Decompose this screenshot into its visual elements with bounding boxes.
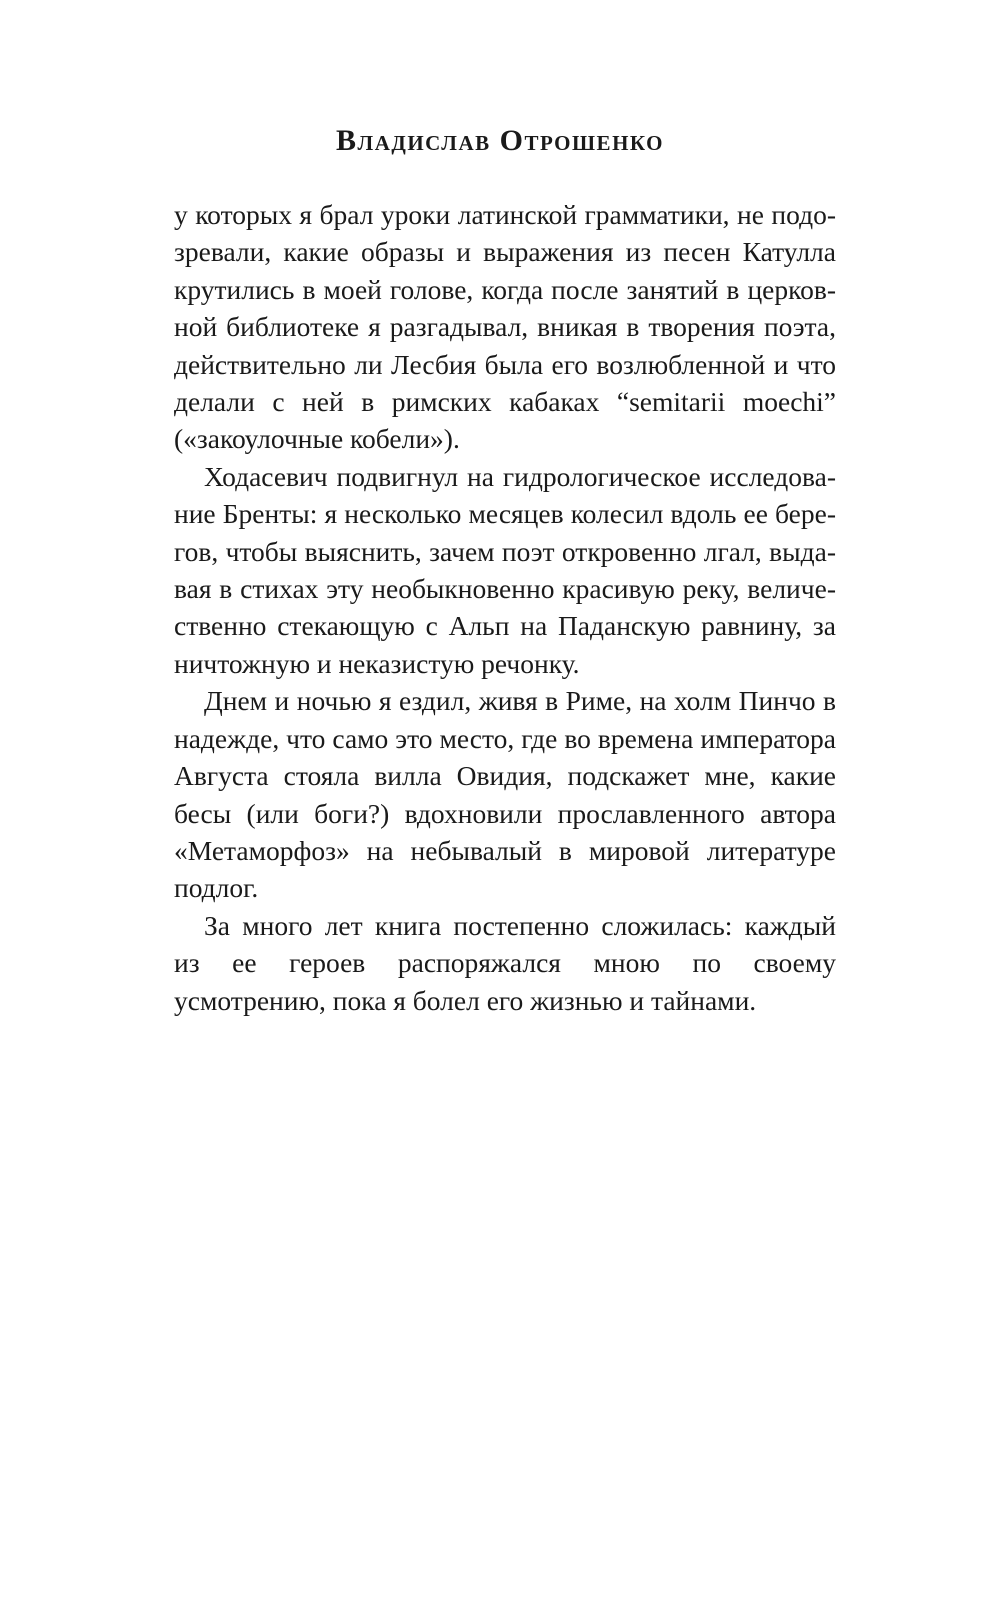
body-text [174,196,836,1019]
running-head-author: Владислав Отрошенко [336,124,664,157]
paragraph-3: Днем и ночью я ездил, живя в Риме, на холм Пинчо в надежде, что само это место, где во времена императора Августа стояла вилла Овидия, подскажет мне, какие бесы (или боги?) вдохновили прославленного автора «Метаморфоз» на небывалый в мировой литературе подлог. [174,685,836,904]
paragraph-2: Ходасевич подвигнул на гидрологическое исследование Бренты: я несколько месяцев колесил вдоль ее берегов, чтобы выяснить, зачем поэт откровенно лгал, выдавая в стихах эту необыкновенно красивую реку, величественно стекающую с Альп на Паданскую равнину, за ничтожную и неказистую речонку. [174,460,836,679]
paragraph-1: у которых я брал уроки латинской грамматики, не подозревали, какие образы и выражения из песен Катулла крутились в моей голове, когда после занятий в церковной библиотеке я разгадывал, вникая в творения поэта, действительно ли Лесбия была его возлюбленной и что делали с ней в римских кабаках “semitarii moechi” («закоулочные кобели»). [174,199,836,455]
paragraph-4: За много лет книга постепенно сложилась: каждый из ее героев распоряжался мною по своему усмотрению, пока я болел его жизнью и тайнами. [174,909,836,1016]
